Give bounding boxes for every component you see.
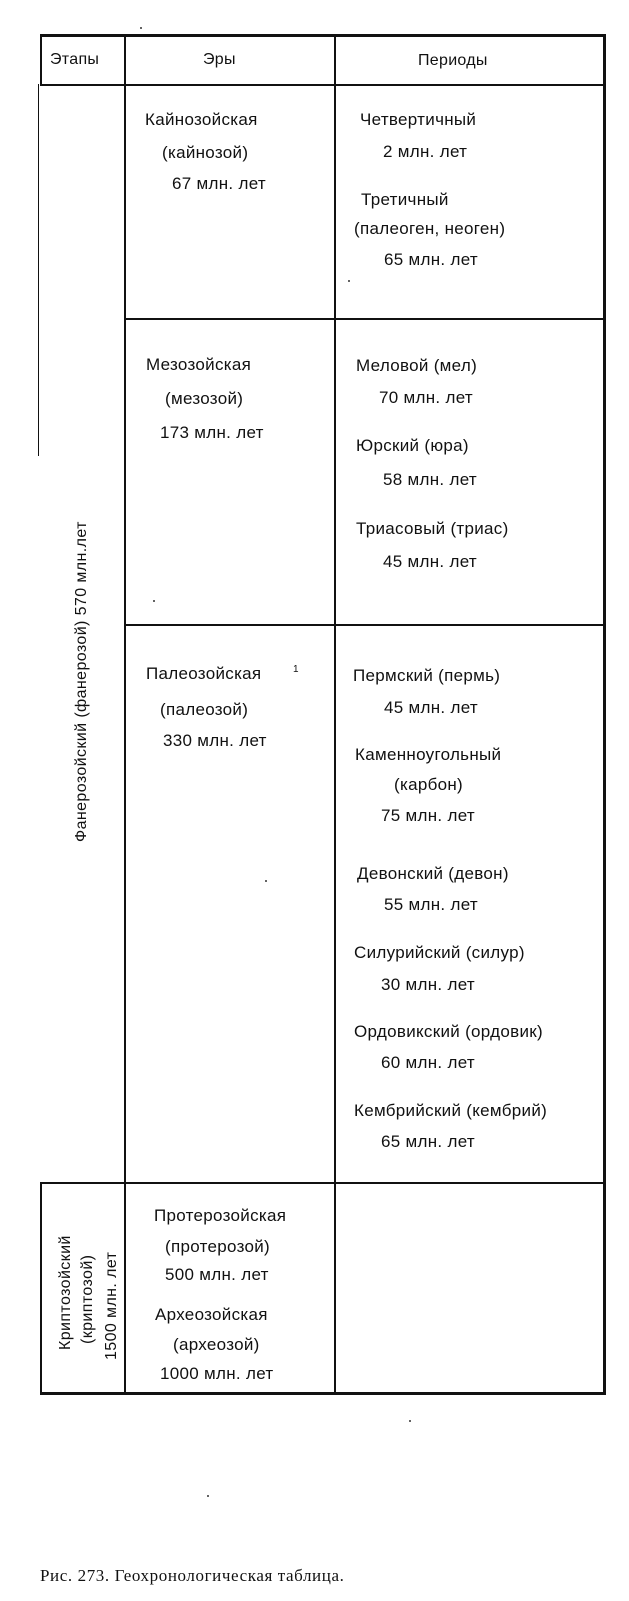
period-name: Третичный [361, 190, 449, 209]
header-periods: Периоды [418, 52, 488, 69]
period-duration: 75 млн. лет [381, 806, 475, 825]
stage-cryptozoic-line2: (криптозой) [79, 1254, 96, 1344]
period-duration: 55 млн. лет [384, 895, 478, 914]
era-name: Палеозойская [146, 664, 262, 683]
era-name: Кайнозойская [145, 110, 258, 129]
period-subname: (палеоген, неоген) [354, 219, 506, 238]
stage-cryptozoic-line3: 1500 млн. лет [103, 1251, 120, 1360]
header-eras: Эры [203, 51, 236, 68]
period-name: Кембрийский (кембрий) [354, 1101, 548, 1120]
era-name: Мезозойская [146, 355, 252, 374]
era-duration: 330 млн. лет [163, 731, 267, 750]
scan-speck [153, 600, 155, 602]
era-period-divider [334, 34, 336, 1395]
figure-caption: Рис. 273. Геохронологическая таблица. [40, 1566, 345, 1585]
era-name: Археозойская [155, 1305, 268, 1324]
period-name: Каменноугольный [355, 745, 502, 764]
table-left-border-header [40, 34, 42, 86]
era-short-name: (кайнозой) [162, 143, 249, 162]
scan-speck [140, 27, 142, 29]
period-name: Четвертичный [360, 110, 477, 129]
scan-speck [409, 1420, 411, 1422]
scan-speck [265, 880, 267, 882]
period-name: Меловой (мел) [356, 356, 478, 375]
table-left-border-cryptozoic [40, 1182, 42, 1394]
era-short-name: (протерозой) [165, 1237, 270, 1256]
period-name: Юрский (юра) [356, 436, 469, 455]
era-name: Протерозойская [154, 1206, 287, 1225]
era-short-name: (мезозой) [165, 389, 244, 408]
footnote-mark: 1 [293, 664, 299, 675]
stage-cryptozoic-line1: Криптозойский [57, 1235, 74, 1350]
period-duration: 30 млн. лет [381, 975, 475, 994]
era-short-name: (археозой) [173, 1335, 260, 1354]
stage-phanerozoic-label: Фанерозойский (фанерозой) 570 млн.лет [73, 521, 90, 842]
period-subname: (карбон) [394, 775, 464, 794]
period-duration: 60 млн. лет [381, 1053, 475, 1072]
era-duration: 1000 млн. лет [160, 1364, 274, 1383]
header-stages: Этапы [50, 51, 100, 68]
era-duration: 67 млн. лет [172, 174, 266, 193]
row-separator-phanerozoic-cryptozoic [40, 1182, 606, 1184]
row-separator-mesozoic-paleozoic [124, 624, 606, 626]
stage-line-phanerozoic [38, 84, 39, 456]
period-name: Девонский (девон) [357, 864, 509, 883]
period-duration: 65 млн. лет [384, 250, 478, 269]
row-separator-cenozoic-mesozoic [124, 318, 606, 320]
period-duration: 58 млн. лет [383, 470, 477, 489]
era-short-name: (палеозой) [160, 700, 249, 719]
table-right-border [603, 34, 606, 1395]
period-name: Ордовикский (ордовик) [354, 1022, 543, 1041]
period-duration: 70 млн. лет [379, 388, 473, 407]
period-duration: 2 млн. лет [383, 142, 468, 161]
scan-speck [207, 1495, 209, 1497]
stage-era-divider [124, 34, 126, 1395]
period-name: Пермский (пермь) [353, 666, 501, 685]
period-duration: 45 млн. лет [383, 552, 477, 571]
scan-speck [348, 280, 350, 282]
era-duration: 500 млн. лет [165, 1265, 269, 1284]
era-duration: 173 млн. лет [160, 423, 264, 442]
period-name: Силурийский (силур) [354, 943, 525, 962]
period-name: Триасовый (триас) [356, 519, 509, 538]
period-duration: 65 млн. лет [381, 1132, 475, 1151]
period-duration: 45 млн. лет [384, 698, 478, 717]
